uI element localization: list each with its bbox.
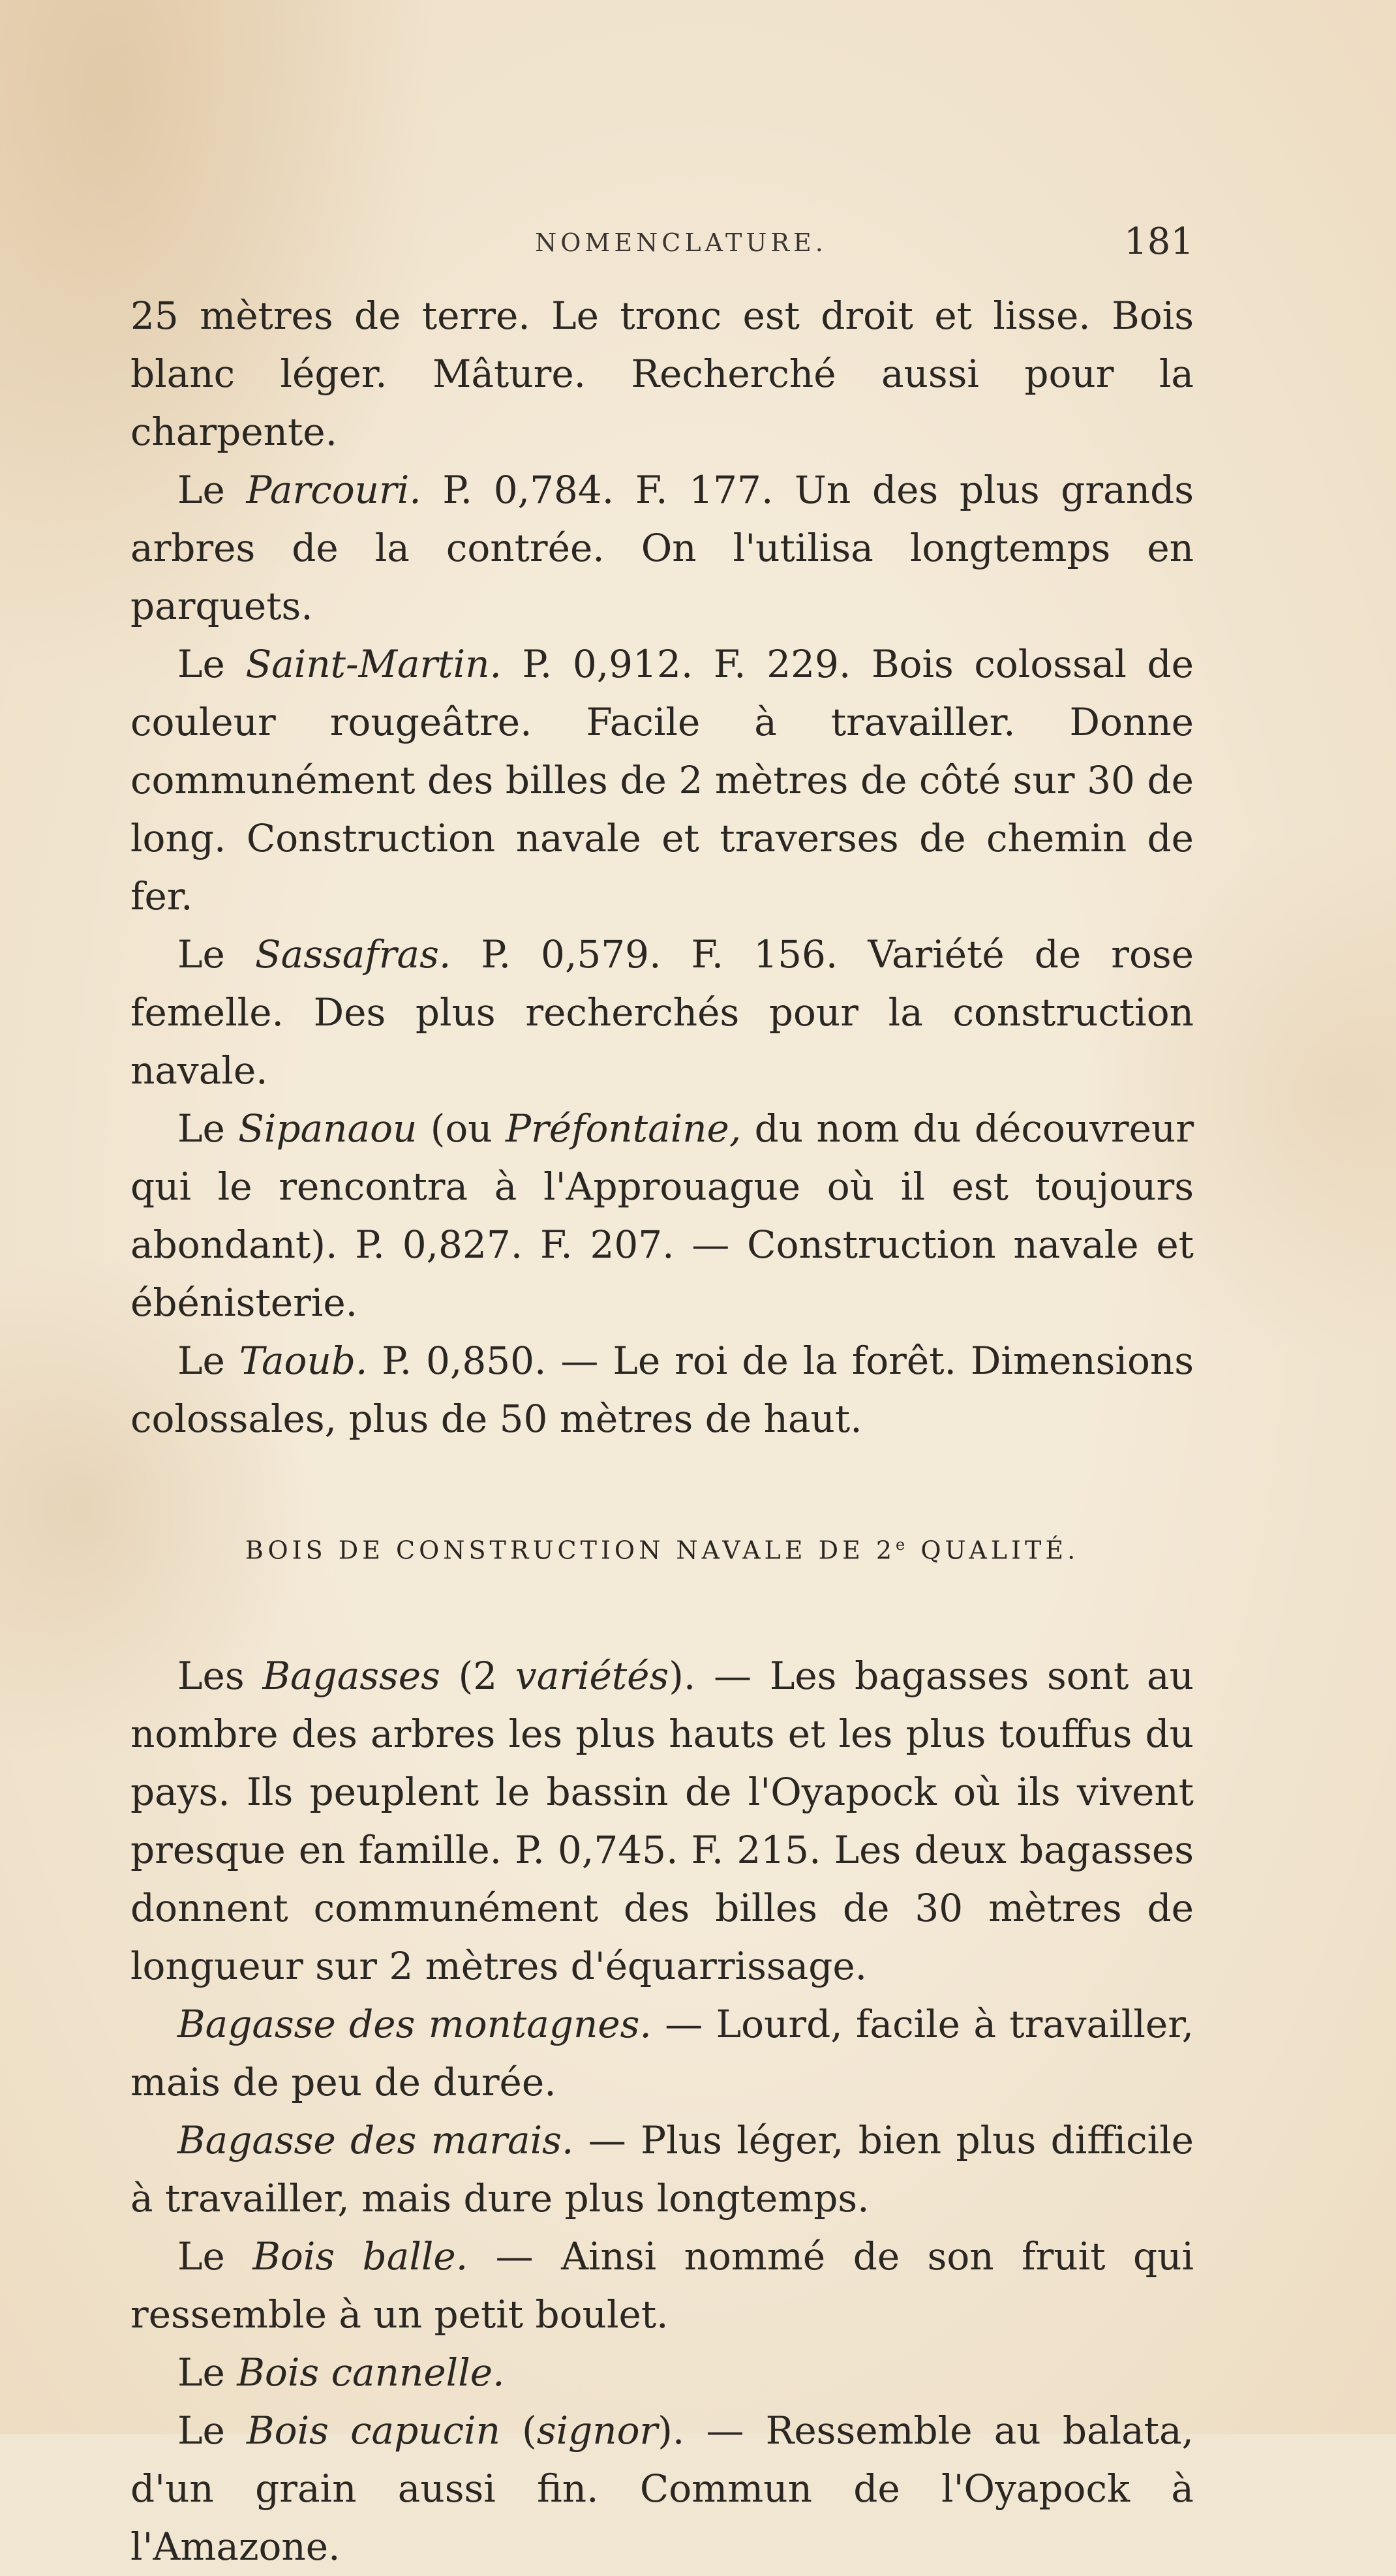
- italic-term: Taoub.: [239, 1339, 368, 1383]
- italic-term: Bois cannelle.: [237, 2350, 505, 2395]
- running-head: NOMENCLATURE.: [535, 228, 827, 257]
- text-run: P. 0,579. F. 156. Variété de rose femelle. Des plus recherchés pour la construction navale.: [130, 932, 1194, 1093]
- text-run: Le: [177, 2408, 247, 2453]
- text-run: Le: [177, 2350, 237, 2395]
- text-run: ). — Ressemble au balata, d'un grain aussi fin. Commun de l'Oyapock à l'Amazone.: [130, 2408, 1194, 2569]
- text-run: Le: [177, 468, 247, 512]
- text-run: ). — Les bagasses sont au nombre des arbres les plus hauts et les plus touffus du pays. Ils peuplent le bassin de l'Oyapock où ils vivent presque en famille. P. 0,745. F. 215. Les deux bagasses donnent communément des billes de 30 mètres de longueur sur 2 mètres d'équarrissage.: [130, 1653, 1194, 1988]
- italic-term: Parcouri.: [246, 468, 421, 512]
- text-run: Le: [177, 932, 255, 977]
- paragraph: [130, 926, 1194, 1100]
- text-run: P. 0,784. F. 177. Un des plus grands arbres de la contrée. On l'utilisa longtemps en parquets.: [130, 468, 1194, 628]
- italic-term: signor: [536, 2408, 658, 2453]
- paragraph: [130, 1647, 1194, 1995]
- text-run: P. 0,912. F. 229. Bois colossal de couleur rougeâtre. Facile à travailler. Donne communément des billes de 2 mètres de côté sur 30 de long. Construction navale et traverses de chemin de fer.: [130, 642, 1194, 918]
- paragraph: [130, 635, 1194, 926]
- italic-term: Bois capucin: [247, 2408, 500, 2453]
- italic-term: Sassafras.: [254, 932, 451, 977]
- body-text: [130, 287, 1194, 2576]
- italic-term: variétés: [515, 1653, 669, 1698]
- italic-term: Bagasse des montagnes.: [177, 2001, 652, 2046]
- paragraph: [130, 1995, 1194, 2112]
- paragraph: [130, 461, 1194, 635]
- paragraph: [130, 2228, 1194, 2344]
- text-run: Le: [177, 1106, 239, 1151]
- paragraph: [130, 2112, 1194, 2228]
- superscript: e: [896, 1536, 909, 1554]
- paragraph: [130, 287, 1194, 461]
- text-run: — Ainsi nommé de son fruit qui ressemble à un petit boulet.: [130, 2234, 1194, 2337]
- paragraph: [130, 1100, 1194, 1332]
- italic-term: Saint-Martin.: [245, 642, 502, 686]
- text-run: QUALITÉ.: [909, 1536, 1080, 1565]
- italic-term: Bagasse des marais.: [177, 2117, 574, 2162]
- paragraph: [130, 2344, 1194, 2402]
- italic-term: Préfontaine,: [505, 1106, 742, 1151]
- text-run: (ou: [417, 1106, 506, 1151]
- page-number: 181: [1124, 220, 1194, 263]
- text-run: (: [500, 2408, 537, 2453]
- text-run: — Plus léger, bien plus difficile à travailler, mais dure plus longtemps.: [130, 2117, 1194, 2220]
- text-run: Les: [177, 1653, 263, 1698]
- italic-term: Sipanaou: [238, 1106, 417, 1151]
- italic-term: Bagasses: [262, 1653, 440, 1698]
- italic-term: Bois balle.: [252, 2234, 468, 2279]
- paragraph: [130, 2402, 1194, 2576]
- text-run: Le: [177, 1339, 239, 1383]
- text-run: BOIS DE CONSTRUCTION NAVALE DE 2: [245, 1536, 896, 1565]
- text-run: du nom du découvreur qui le rencontra à l'Approuague où il est toujours abondant). P. 0,827. F. 207. — Construction navale et ébénisterie.: [130, 1106, 1194, 1325]
- text-run: 25 mètres de terre. Le tronc est droit et lisse. Bois blanc léger. Mâture. Recherché aussi pour la charpente.: [130, 294, 1194, 454]
- text-run: Le: [177, 642, 246, 686]
- text-run: P. 0,850. — Le roi de la forêt. Dimensions colossales, plus de 50 mètres de haut.: [130, 1339, 1194, 1441]
- page-header: [130, 220, 1194, 273]
- section-title: [130, 1525, 1194, 1570]
- text-run: (2: [440, 1653, 515, 1698]
- text-run: Le: [177, 2234, 253, 2279]
- text-run: — Lourd, facile à travailler, mais de peu de durée.: [130, 2001, 1194, 2104]
- paragraph: [130, 1332, 1194, 1448]
